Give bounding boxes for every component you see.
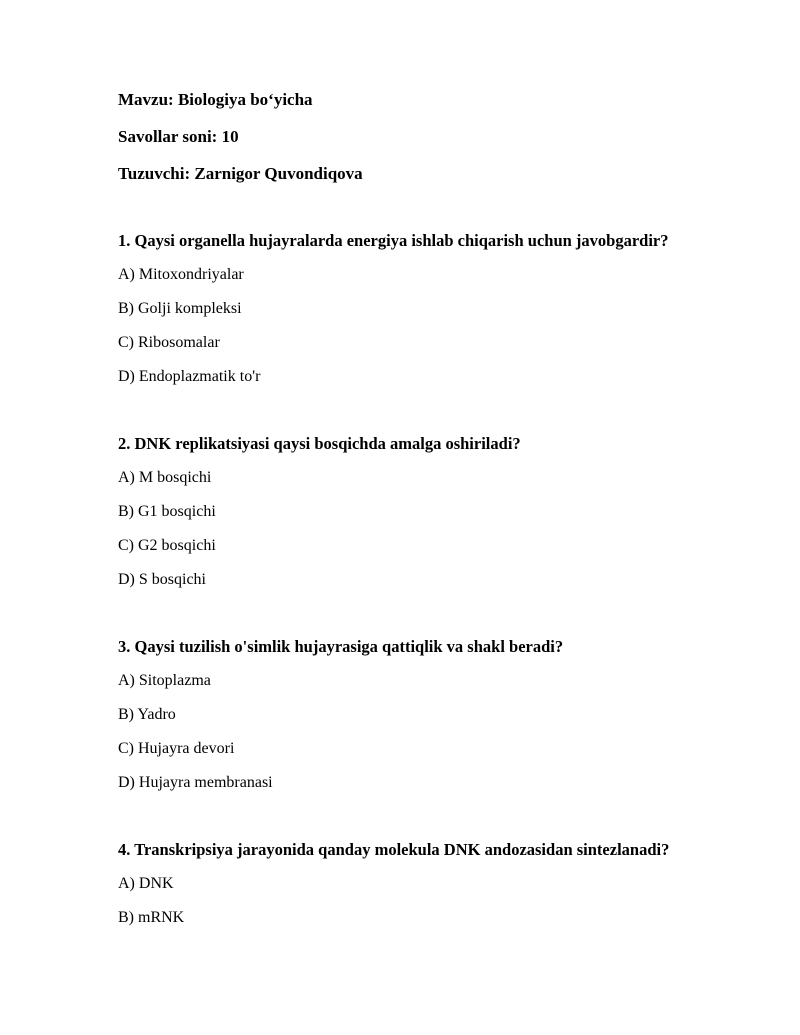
question-1-option-d: D) Endoplazmatik to'r [118, 368, 261, 385]
question-3-option-b: B) Yadro [118, 706, 176, 723]
question-4-option-b: B) mRNK [118, 909, 185, 926]
question-3-option-a: A) Sitoplazma [118, 672, 211, 689]
question-1-option-c: C) Ribosomalar [118, 334, 220, 351]
question-block-3 [118, 637, 730, 793]
question-1-option-a: A) Mitoxondriyalar [118, 266, 244, 283]
question-2-option-b: B) G1 bosqichi [118, 503, 216, 520]
header-topic: Mavzu: Biologiya bo‘yicha [118, 90, 313, 109]
header-author: Tuzuvchi: Zarnigor Quvondiqova [118, 164, 363, 183]
question-2-option-c: C) G2 bosqichi [118, 537, 216, 554]
question-4-text: 4. Transkripsiya jarayonida qanday molekula DNK andozasidan sintezlanadi? [118, 840, 670, 859]
question-2-text: 2. DNK replikatsiyasi qaysi bosqichda amalga oshiriladi? [118, 434, 521, 453]
question-1-option-b: B) Golji kompleksi [118, 300, 242, 317]
question-3-text: 3. Qaysi tuzilish o'simlik hujayrasiga qattiqlik va shakl beradi? [118, 637, 564, 656]
question-3-option-d: D) Hujayra membranasi [118, 774, 273, 791]
document-header [118, 90, 730, 184]
question-3-option-c: C) Hujayra devori [118, 740, 235, 757]
question-block-1 [118, 231, 730, 387]
question-2-option-a: A) M bosqichi [118, 469, 212, 486]
question-1-text: 1. Qaysi organella hujayralarda energiya ishlab chiqarish uchun javobgardir? [118, 231, 669, 250]
question-2-option-d: D) S bosqichi [118, 571, 206, 588]
question-block-2 [118, 434, 730, 590]
question-block-4 [118, 840, 730, 928]
header-question-count: Savollar soni: 10 [118, 127, 239, 146]
question-4-option-a: A) DNK [118, 875, 174, 892]
